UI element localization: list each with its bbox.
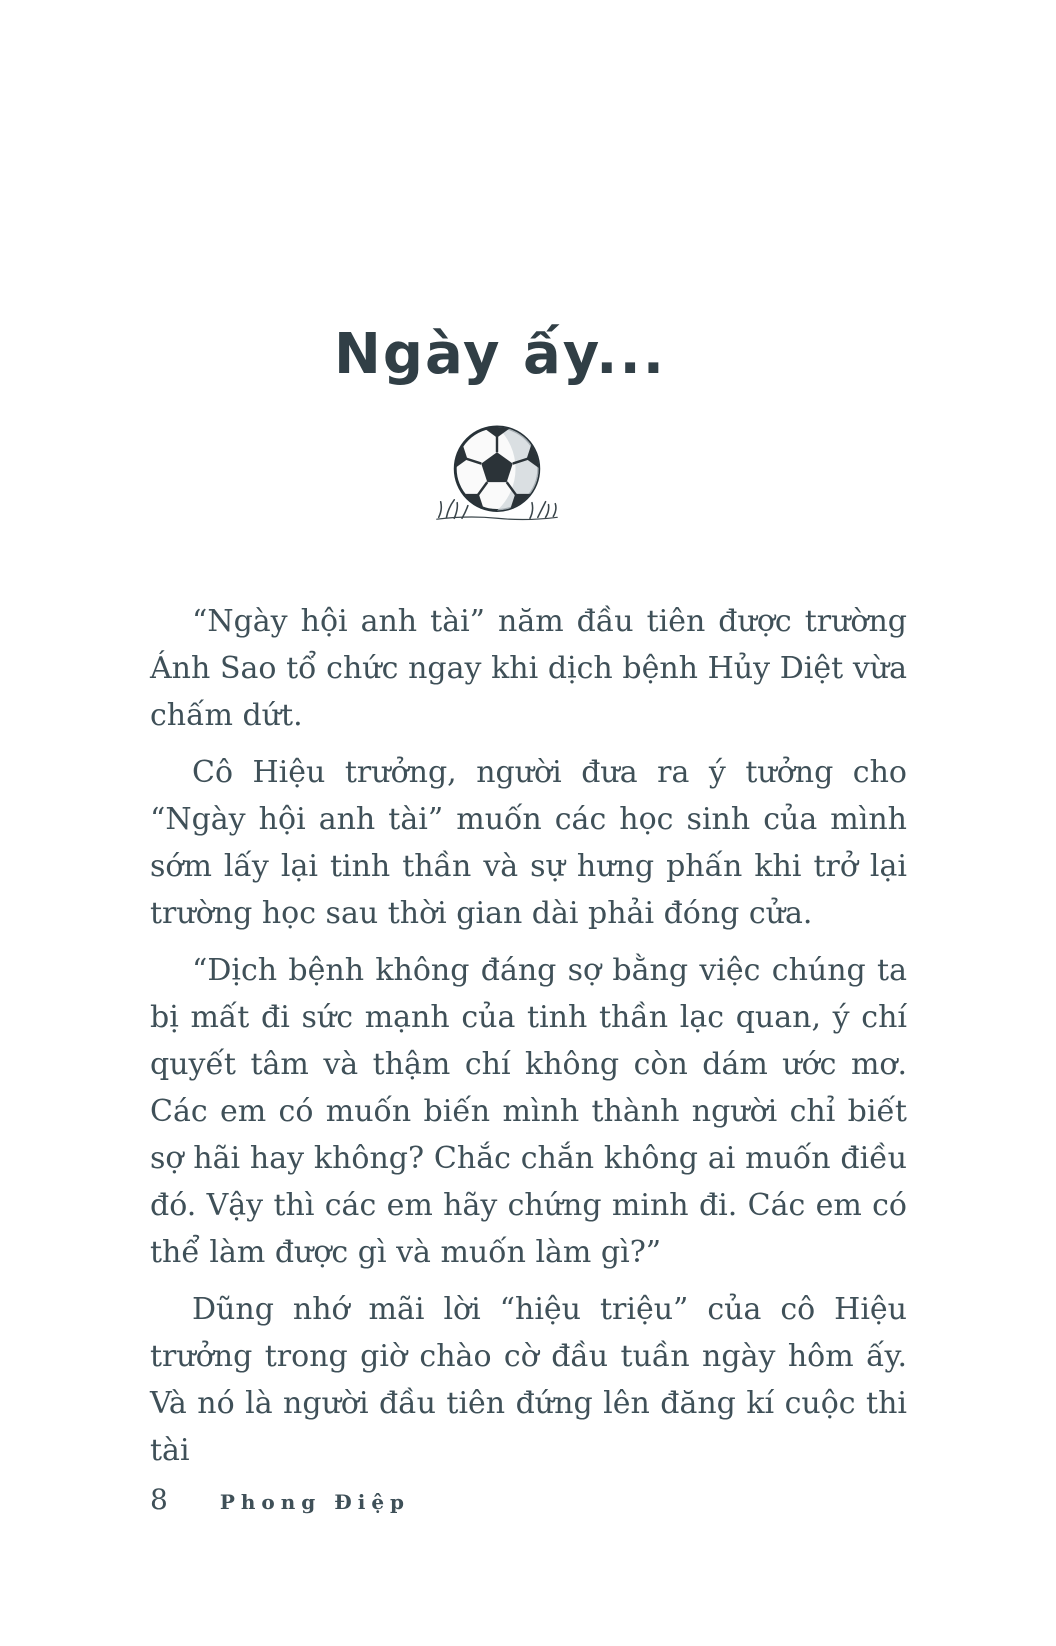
- paragraph-3: “Dịch bệnh không đáng sợ bằng việc chúng ta bị mất đi sức mạnh của tinh thần lạc quan, ý chí quyết tâm và thậm chí không còn dám ước mơ. Các em có muốn biến mình thành người chỉ biết sợ hãi hay không? Chắc chắn không ai muốn điều đó. Vậy thì các em hãy chứng minh đi. Các em có thể làm được gì và muốn làm gì?”: [150, 953, 907, 1270]
- soccer-ball-icon: [429, 420, 565, 532]
- paragraph-4: Dũng nhớ mãi lời “hiệu triệu” của cô Hiệu trưởng trong giờ chào cờ đầu tuần ngày hôm ấy. Và nó là người đầu tiên đứng lên đăng kí cuộc thi tài: [150, 1292, 907, 1468]
- paragraph-2: Cô Hiệu trưởng, người đưa ra ý tưởng cho “Ngày hội anh tài” muốn các học sinh của mình sớm lấy lại tinh thần và sự hưng phấn khi trở lại trường học sau thời gian dài phải đóng cửa.: [150, 755, 907, 931]
- paragraph-1: “Ngày hội anh tài” năm đầu tiên được trường Ánh Sao tổ chức ngay khi dịch bệnh Hủy Diệt vừa chấm dứt.: [150, 604, 907, 733]
- soccer-ball-svg: [429, 420, 565, 532]
- author-name: Phong Điệp: [219, 1490, 411, 1514]
- chapter-title: Ngày ấy...: [334, 322, 666, 387]
- body-text: [150, 598, 907, 1484]
- page-footer: [150, 1483, 410, 1516]
- page-number: 8: [150, 1483, 168, 1516]
